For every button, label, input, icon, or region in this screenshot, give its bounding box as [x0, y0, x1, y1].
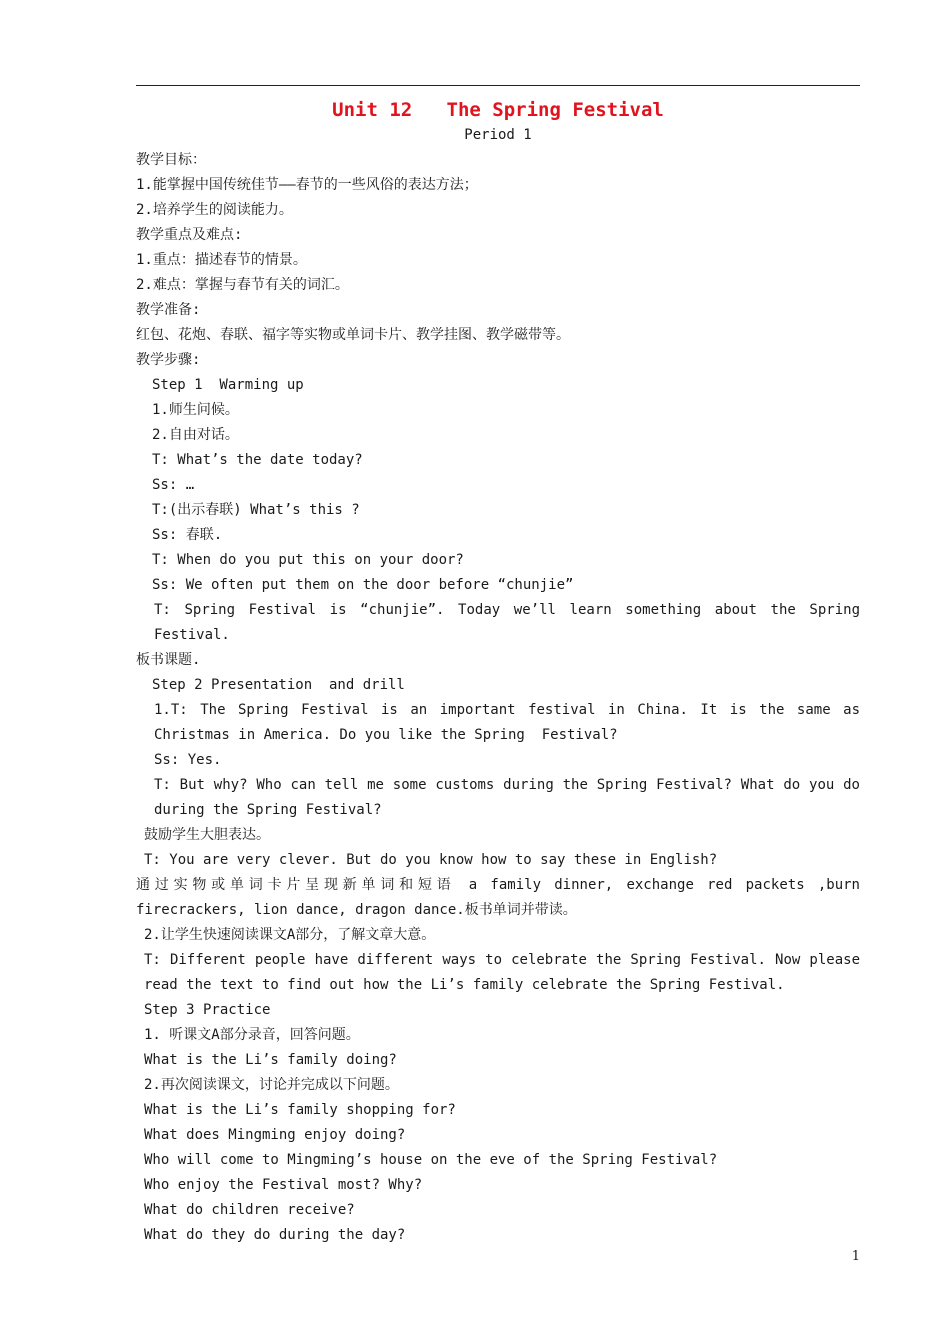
text-line: 2.让学生快速阅读课文A部分，了解文章大意。: [144, 927, 436, 943]
text-line: 2.再次阅读课文，讨论并完成以下问题。: [144, 1077, 399, 1093]
text-line: Ss: 春联.: [152, 527, 223, 543]
text-line: 教学重点及难点:: [136, 227, 243, 243]
page-title: Unit 12 The Spring Festival: [332, 99, 664, 121]
lesson-body: [136, 148, 860, 1248]
text-line: Who will come to Mingming’s house on the eve of the Spring Festival?: [144, 1152, 718, 1168]
text-line: What is the Li’s family doing?: [144, 1052, 397, 1068]
text-line: 通过实物或单词卡片呈现新单词和短语 a family dinner, exchange red packets ,burn: [136, 877, 860, 893]
text-line: Who enjoy the Festival most? Why?: [144, 1177, 423, 1193]
text-line: during the Spring Festival?: [154, 802, 382, 818]
text-line: read the text to find out how the Li’s family celebrate the Spring Festival.: [144, 977, 785, 993]
text-line: T: What’s the date today?: [152, 452, 363, 468]
text-line: 1.师生问候。: [152, 402, 239, 418]
text-line: Festival.: [154, 627, 230, 643]
text-line: 教学准备:: [136, 302, 201, 318]
text-line: T: Spring Festival is “chunjie”. Today we’ll learn something about the Spring: [154, 602, 860, 618]
text-line: Step 2 Presentation and drill: [152, 677, 405, 693]
text-line: T: But why? Who can tell me some customs during the Spring Festival? What do you do: [154, 777, 860, 793]
text-line: 1.T: The Spring Festival is an important festival in China. It is the same as: [154, 702, 860, 718]
text-line: Ss: We often put them on the door before “chunjie”: [152, 577, 574, 593]
text-line: 2.难点：掌握与春节有关的词汇。: [136, 277, 349, 293]
text-line: 2.培养学生的阅读能力。: [136, 202, 293, 218]
text-line: What do they do during the day?: [144, 1227, 406, 1243]
text-line: T: When do you put this on your door?: [152, 552, 464, 568]
text-line: T: You are very clever. But do you know how to say these in English?: [144, 852, 718, 868]
text-line: 教学目标：: [136, 152, 206, 168]
text-line: Step 1 Warming up: [152, 377, 304, 393]
text-line: T:(出示春联) What’s this ?: [152, 502, 360, 518]
text-line: 红包、花炮、春联、福字等实物或单词卡片、教学挂图、教学磁带等。: [136, 327, 570, 343]
text-line: Ss: …: [152, 477, 195, 493]
text-line: Christmas in America. Do you like the Spring Festival?: [154, 727, 618, 743]
period-subtitle: Period 1: [464, 127, 532, 143]
header-rule: [136, 85, 860, 86]
text-line: Step 3 Practice: [144, 1002, 271, 1018]
text-line: Ss: Yes.: [154, 752, 222, 768]
text-line: 2.自由对话。: [152, 427, 239, 443]
text-line: 1. 听课文A部分录音，回答问题。: [144, 1027, 360, 1043]
text-line: What do children receive?: [144, 1202, 355, 1218]
text-line: T: Different people have different ways to celebrate the Spring Festival. Now please: [144, 952, 860, 968]
text-line: What does Mingming enjoy doing?: [144, 1127, 406, 1143]
text-line: firecrackers, lion dance, dragon dance.板书单词并带读。: [136, 902, 577, 918]
text-line: What is the Li’s family shopping for?: [144, 1102, 456, 1118]
text-line: 1.重点：描述春节的情景。: [136, 252, 307, 268]
page-number: 1: [851, 1249, 860, 1264]
text-line: 1.能掌握中国传统佳节——春节的一些风俗的表达方法；: [136, 177, 478, 193]
text-line: 教学步骤:: [136, 352, 201, 368]
text-line: 鼓励学生大胆表达。: [144, 827, 270, 843]
text-line: 板书课题.: [136, 652, 201, 668]
